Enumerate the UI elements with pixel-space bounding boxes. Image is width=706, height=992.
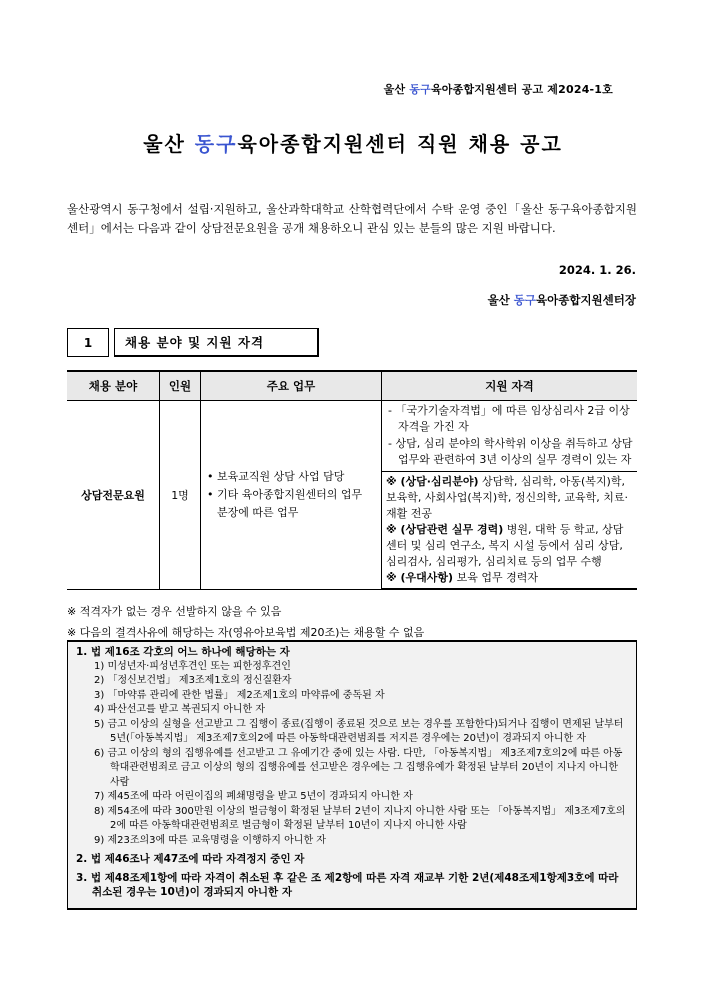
table-row [67,401,637,472]
notes [67,601,424,643]
recruitment-table [67,370,637,590]
header-duties: 주요 업무 [201,371,382,401]
experience-note [386,522,633,570]
qualifications-cell [382,401,638,472]
notice-district: 동구 [409,83,431,96]
list-item: 3) 「마약류 관리에 관한 법률」 제2조제1호의 마약류에 중독된 자 [94,689,385,701]
experience-label: ※ (상담관련 실무 경력) [386,523,504,536]
qualification-item: - 상담, 심리 분야의 학사학위 이상을 취득하고 상담 업무와 관련하여 3년 이상의 실무 경력이 있는 자 [388,437,633,466]
title-district: 동구 [194,132,238,156]
signer-district: 동구 [513,293,537,307]
majors-text: 상담학, 심리학, 아동(복지)학, 보육학, 사회사업(복지)학, 정신의학, 교육학, 치료·재활 전공 [386,475,628,520]
section-title: 채용 분야 및 지원 자격 [114,328,319,357]
qualification-details-cell [382,472,638,590]
list-item: 8) 제54조에 따라 300만원 이상의 벌금형이 확정된 날부터 2년이 지나지 아니한 사람 또는 「아동복지법」 제3조제7호의2에 따른 아동학대관련범죄로 벌금형이 확정된 날부터 10년이 지나지 아니한 사람 [94,805,626,831]
majors-note [386,474,633,522]
page-title [0,128,706,157]
announcement-date: 2024. 1. 26. [558,263,636,277]
majors-label: ※ (상담·심리분야) [386,475,479,488]
notice-suffix: 육아종합지원센터 공고 제2024-1호 [430,83,613,96]
list-item: 2) 「정신보건법」 제3조제1호의 정신질환자 [94,675,292,686]
duty-item: • 보육교직원 상담 사업 담당 [207,469,345,483]
section-number: 1 [67,328,109,357]
field-cell: 상담전문요원 [67,401,160,590]
list-item: 4) 파산선고를 받고 복권되지 아니한 자 [94,704,266,715]
header-field: 채용 분야 [67,371,160,401]
duties-cell [201,401,382,590]
list-item: 1) 미성년자·피성년후견인 또는 피한정후견인 [94,660,291,672]
note-item: ※ 다음의 결격사유에 해당하는 자(영유아보육법 제20조)는 채용할 수 없음 [67,626,425,639]
list-item: 9) 제23조의3에 따른 교육명령을 이행하지 아니한 자 [94,834,326,846]
preference-note [386,570,633,586]
disqualification-box [67,640,637,910]
preference-label: ※ (우대사항) [386,571,454,584]
header-qualifications: 지원 자격 [382,371,638,401]
signer-prefix: 울산 [487,293,514,307]
list-item: 6) 금고 이상의 형의 집행유예를 선고받고 그 유예기간 중에 있는 사람. 다만, 「아동복지법」 제3조제7호의2에 따른 아동학대관련범죄로 금고 이상의 형의 집행유예를 선고받은 경우에는 그 집행유예가 확정된 날부터 20년이 지나지 아니한 사람 [94,747,623,788]
qualification-item: - 「국가기술자격법」에 따른 임상심리사 2급 이상 자격을 가진 자 [388,404,630,433]
disqualification-heading: 1. 법 제16조 각호의 어느 하나에 해당하는 자 [76,646,290,658]
count-cell: 1명 [160,401,201,590]
title-prefix: 울산 [143,132,195,156]
list-item: 7) 제45조에 따라 어린이집의 폐쇄명령을 받고 5년이 경과되지 아니한 자 [94,791,413,802]
intro-paragraph: 울산광역시 동구청에서 설립·지원하고, 울산과학대학교 산학협력단에서 수탁 운영 중인「울산 동구육아종합지원센터」에서는 다음과 같이 상담전문요원을 공개 채용하오니 관심 있는 분들의 많은 지원 바랍니다. [67,202,637,235]
title-suffix: 육아종합지원센터 직원 채용 공고 [237,132,563,156]
note-item: ※ 적격자가 없는 경우 선발하지 않을 수 있음 [67,605,282,618]
signer-suffix: 육아종합지원센터장 [536,293,636,307]
disqualification-heading: 2. 법 제46조나 제47조에 따라 자격정지 중인 자 [76,853,305,865]
duty-item: • 기타 육아종합지원센터의 업무 분장에 따른 업무 [207,487,363,519]
experience-text: 병원, 대학 등 학교, 상담센터 및 심리 연구소, 복지 시설 등에서 심리 상담, 심리검사, 심리평가, 심리치료 등의 업무 수행 [386,523,624,568]
preference-text: 보육 업무 경력자 [453,571,538,584]
list-item: 5) 금고 이상의 실형을 선고받고 그 집행이 종료(집행이 종료된 것으로 보는 경우를 포함한다)되거나 집행이 면제된 날부터 5년(「아동복지법」 제3조제7호의2에 따른 아동학대관련범죄를 저지른 경우에는 20년)이 경과되지 아니한 자 [94,718,624,744]
table-header-row [67,371,637,401]
disqualification-heading: 3. 법 제48조제1항에 따라 자격이 취소된 후 같은 조 제2항에 따른 자격 재교부 기한 2년(제48조제1항제3호에 따라 취소된 경우는 10년)이 경과되지 아니한 자 [76,871,619,898]
disqualification-list [76,660,628,849]
signer [488,292,636,308]
notice-number [384,81,613,97]
header-count: 인원 [160,371,201,401]
notice-prefix: 울산 [383,83,410,96]
